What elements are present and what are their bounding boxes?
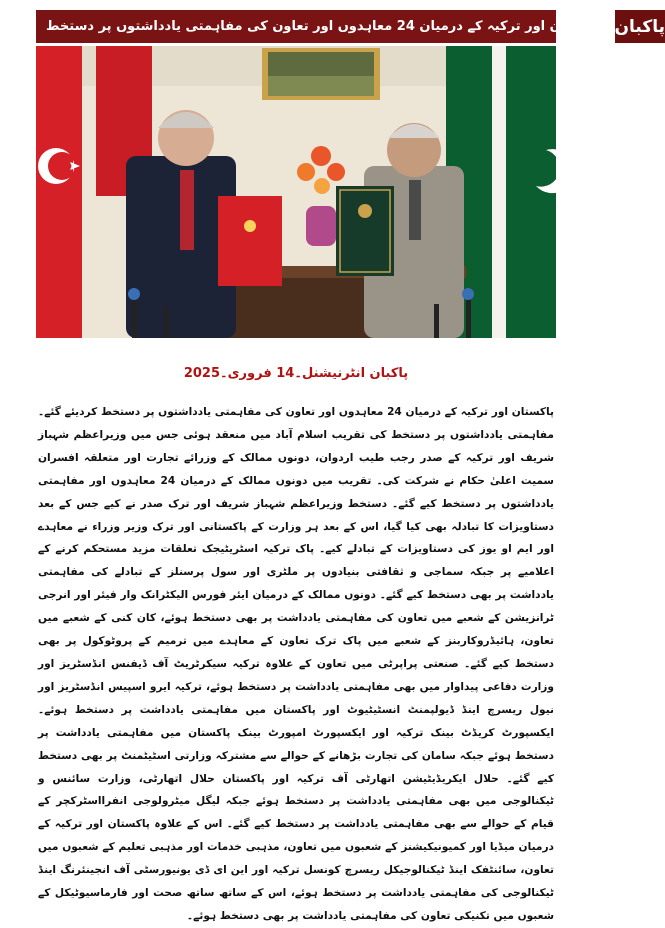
turkey-folder [218, 196, 282, 286]
header-banner [36, 10, 556, 43]
turkey-flag-1 [36, 46, 82, 338]
news-photo [36, 46, 556, 338]
brand-logo: پاکبان [612, 10, 665, 43]
pakistan-folder [336, 186, 394, 276]
headline: پاکستان اور ترکیہ کے درمیان 24 معاہدوں اور تعاون کی مفاہمتی یادداشتوں پر دستخط [36, 19, 612, 34]
article-body: پاکستان اور ترکیہ کے درمیان 24 معاہدوں اور تعاون کی مفاہمتی یادداشتوں پر دستخط کردیئے گئے۔ مفاہمتی یادداشتوں پر دستخط کی تقریب اسلام آباد میں منعقد ہوئی جس میں وزیراعظم شہباز شریف اور ترکیہ کے صدر رجب طیب اردوان، دونوں ممالک کے وزرائے تجارت اور متعلقہ افسران سمیت اعلیٰ حکام نے شرکت کی۔ تقریب میں دونوں ممالک کے درمیان 24 معاہدوں اور مفاہمتی یادداشتوں پر دستخط کیے گئے۔ دستخط وزیراعظم شہباز شریف اور ترک صدر نے کیے جس کے بعد دستاویزات کا تبادلہ بھی کیا گیا، اس کے بعد ہر وزارت کے پاکستانی اور ترک وزیر وزراء نے معاہدے اور ایم او یوز کی دستاویزات کے تبادلے کیے۔ پاک ترکیہ اسٹریٹیجک تعلقات مزید مستحکم کرنے کے اعلامیے پر جبکہ سماجی و ثقافتی بنیادوں پر ملٹری اور سول پرسنلز کے تبادلے کی مفاہمتی یادداشت پر بھی دستخط کیے گئے۔ دونوں ممالک کے درمیان ایئر فورس الیکٹرانک وار فیئر اور انرجی ٹرانزیشن کے شعبے میں تعاون کی مفاہمتی یادداشت پر بھی دستخط ہوئے، کان کنی کے شعبے میں تعاون، ہائیڈروکاربنز کے شعبے میں پاک ترک تعاون کے معاہدے میں ترمیم کے پروٹوکول پر بھی دستخط کیے گئے۔ صنعتی پراپرٹی میں تعاون کے علاوہ ترکیہ سیکرٹریٹ آف ڈیفنس انڈسٹریز اور وزارت دفاعی پیداوار میں بھی مفاہمتی یادداشت پر دستخط ہوئے، ترکیہ ایرو اسپیس انڈسٹریز اور نیول ریسرچ اینڈ ڈیولپمنٹ انسٹیٹیوٹ اور پاکستان میں مفاہمتی یادداشت پر دستخط ہوئے۔ ایکسپورٹ کریڈٹ بینک ترکیہ اور ایکسپورٹ امپورٹ بینک پاکستان میں مفاہمتی یادداشت پر دستخط ہوئے جبکہ سامان کی تجارت بڑھانے کے حوالے سے مشترکہ وزارتی اسٹیٹمنٹ پر بھی دستخط کیے گئے۔ حلال ایکریڈیٹیشن اتھارٹی آف ترکیہ اور پاکستان حلال اتھارٹی، وزارت سائنس و ٹیکنالوجی میں بھی مفاہمتی یادداشت پر دستخط ہوئے جبکہ لیگل میٹرولوجی انفرااسٹرکچر کے قیام کے حوالے سے بھی مفاہمتی یادداشت پر دستخط کیے گئے۔ اس کے علاوہ پاکستان اور ترکیہ کے درمیان میڈیا اور کمیونیکیشنز کے شعبوں میں تعاون، مذہبی خدمات اور مذہبی تعلیم کے شعبوں میں تعاون، سائنٹفک اینڈ ٹیکنالوجیکل ریسرچ کونسل ترکیہ اور این ای ڈی یونیورسٹی آف انجینئرنگ اینڈ ٹیکنالوجی کی مفاہمتی یادداشت پر دستخط ہوئے، اس کے ساتھ ساتھ صحت اور فارماسیوٹیکل کے شعبوں میں تکنیکی تعاون کی مفاہمتی یادداشت پر بھی دستخط ہوئے۔ [38, 401, 554, 891]
photo-illustration [36, 46, 556, 338]
dateline: پاکبان انٹرنیشنل۔14 فروری۔2025 [36, 366, 556, 381]
